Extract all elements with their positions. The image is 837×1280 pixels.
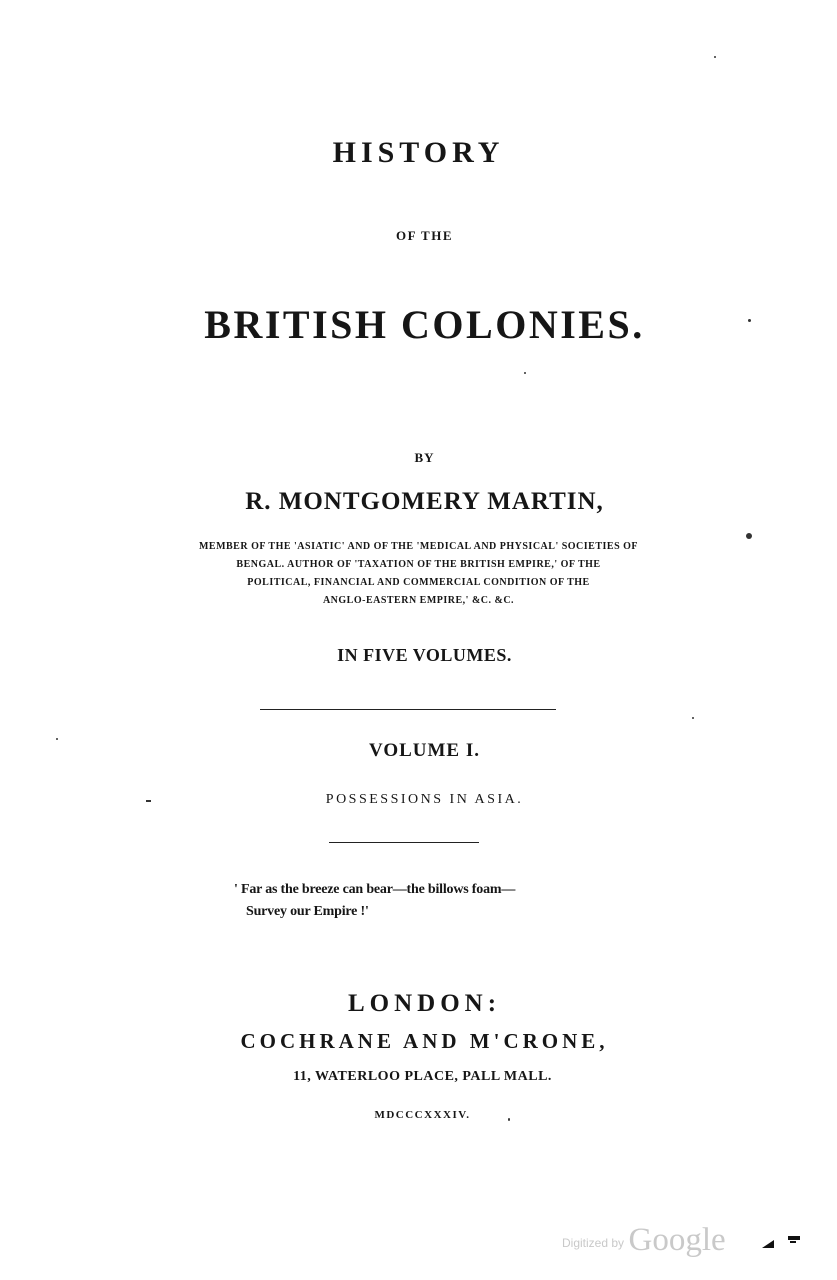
author-credentials-line-1: MEMBER OF THE 'ASIATIC' AND OF THE 'MEDICAL AND PHYSICAL' SOCIETIES OF bbox=[198, 541, 639, 552]
title-history: HISTORY bbox=[332, 136, 505, 169]
scan-speck bbox=[508, 1118, 510, 1121]
watermark-prefix: Digitized by bbox=[562, 1236, 625, 1250]
author-credentials-line-4: ANGLO-EASTERN EMPIRE,' &C. &C. bbox=[322, 595, 515, 606]
volume-subtitle: POSSESSIONS IN ASIA. bbox=[325, 792, 524, 807]
epigraph-line-1: ' Far as the breeze can bear—the billows foam— bbox=[234, 882, 516, 897]
author-credentials-line-2: BENGAL. AUTHOR OF 'TAXATION OF THE BRITISH EMPIRE,' OF THE bbox=[236, 559, 601, 570]
scan-speck bbox=[748, 319, 751, 322]
author-credentials-line-3: POLITICAL, FINANCIAL AND COMMERCIAL CONDITION OF THE bbox=[247, 577, 590, 588]
author-name: R. MONTGOMERY MARTIN, bbox=[245, 488, 604, 515]
imprint-year: MDCCCXXXIV. bbox=[374, 1109, 471, 1121]
title-british-colonies: BRITISH COLONIES. bbox=[204, 302, 645, 347]
imprint-address: 11, WATERLOO PLACE, PALL MALL. bbox=[293, 1069, 552, 1084]
volume-number: VOLUME I. bbox=[368, 740, 480, 761]
scan-speck bbox=[746, 533, 752, 539]
divider-rule-long bbox=[260, 709, 556, 710]
scan-speck bbox=[146, 800, 151, 802]
scan-speck bbox=[714, 56, 716, 58]
by-line: BY bbox=[414, 450, 435, 465]
imprint-city: LONDON: bbox=[347, 990, 502, 1017]
volumes-note: IN FIVE VOLUMES. bbox=[337, 645, 512, 665]
epigraph-line-2: Survey our Empire !' bbox=[246, 904, 369, 919]
divider-rule-short bbox=[329, 842, 479, 843]
google-logo: Google bbox=[628, 1222, 726, 1258]
corner-arrow-icon bbox=[760, 1232, 802, 1262]
digitized-by-google-watermark bbox=[562, 1222, 752, 1262]
imprint-publisher: COCHRANE AND M'CRONE, bbox=[240, 1029, 609, 1053]
scan-speck bbox=[56, 738, 58, 740]
scan-speck bbox=[524, 372, 526, 374]
scan-speck bbox=[692, 717, 694, 719]
title-of-the: OF THE bbox=[395, 228, 454, 243]
